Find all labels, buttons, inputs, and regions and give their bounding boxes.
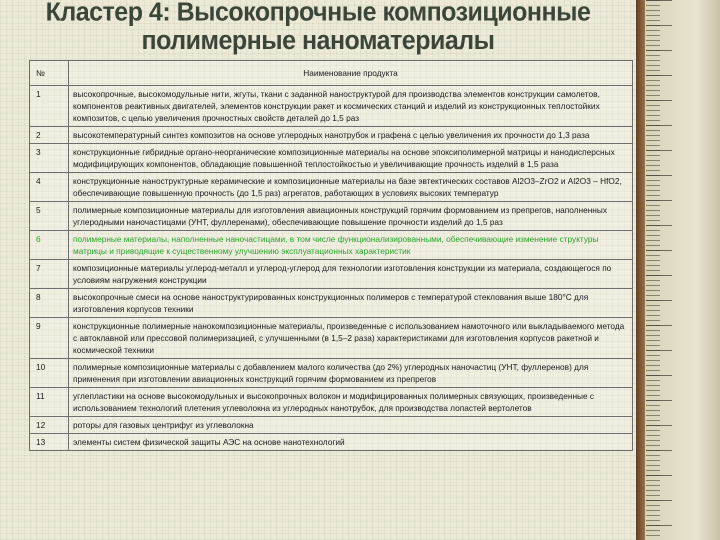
row-number: 7 xyxy=(30,260,69,289)
table-row xyxy=(30,289,633,318)
row-product-text: конструкционные полимерные нанокомпозиционные материалы, произведенные с использованием намоточного или выкладываемого метода с автоклавной или прессовой полимеризацией, с улучшенными (в 1,5–2 раза) характеристиками для изготовления корпусов ракетной и космической техники xyxy=(69,318,633,359)
row-number: 11 xyxy=(30,388,69,417)
row-product-text: полимерные композиционные материалы для изготовления авиационных конструкций горячим формованием из препрегов, наполненных углеродными наночастицами (УНТ, фуллеренами), обеспечивающие повышение прочности изделий до 1,5 раз xyxy=(69,202,633,231)
table-row xyxy=(30,417,633,434)
row-product-text: конструкционные наноструктурные керамические и композиционные материалы на базе эвтектических составов Al2O3–ZrO2 и Al2O3 – HfO2, обеспечивающие повышенную прочность (до 1,5 раз) агрегатов, работающих в условиях высоких температур xyxy=(69,173,633,202)
header-name: Наименование продукта xyxy=(69,61,633,86)
slide-title xyxy=(0,0,636,59)
row-product-text: полимерные материалы, наполненные наночастицами, в том числе функционализированными, обеспечивающие изменение структуры матрицы и приводящие к существенному улучшению эксплуатационных характеристик xyxy=(69,231,633,260)
row-number: 8 xyxy=(30,289,69,318)
header-num: № xyxy=(30,61,69,86)
row-number: 6 xyxy=(30,231,69,260)
row-number: 10 xyxy=(30,359,69,388)
table-row xyxy=(30,202,633,231)
table-row xyxy=(30,318,633,359)
table-row xyxy=(30,127,633,144)
row-product-text: высокопрочные смеси на основе наноструктурированных конструкционных полимеров с температурой стеклования выше 180°С для изготовления корпусов техники xyxy=(69,289,633,318)
ruler-edge xyxy=(636,0,645,540)
row-product-text: композиционные материалы углерод-металл и углерод-углерод для технологии изготовления конструкции из материала, создающегося по условиям нагружения конструкции xyxy=(69,260,633,289)
table-row xyxy=(30,173,633,202)
row-number: 9 xyxy=(30,318,69,359)
products-table xyxy=(29,60,633,451)
row-product-text: углепластики на основе высокомодульных и высокопрочных волокон и модифицированных полимерных связующих, произведенные с использованием технологий плетения углеволокна из углеродных нанотрубок, для производства лопастей вертолетов xyxy=(69,388,633,417)
table-row xyxy=(30,434,633,451)
row-product-text: роторы для газовых центрифуг из углеволокна xyxy=(69,417,633,434)
row-product-text: полимерные композиционные материалы с добавлением малого количества (до 2%) углеродных наночастиц (УНТ, фуллеренов) для применения при изготовлении авиационных конструкций горячим формованием из препрегов xyxy=(69,359,633,388)
table-row xyxy=(30,260,633,289)
row-product-text: высокотемпературный синтез композитов на основе углеродных нанотрубок и графена с целью увеличения их прочности до 1,3 раза xyxy=(69,127,633,144)
row-number: 2 xyxy=(30,127,69,144)
table-row xyxy=(30,144,633,173)
row-number: 1 xyxy=(30,86,69,127)
row-number: 12 xyxy=(30,417,69,434)
table-row xyxy=(30,359,633,388)
row-number: 4 xyxy=(30,173,69,202)
row-number: 3 xyxy=(30,144,69,173)
slide-title-line-2: полимерные наноматериалы xyxy=(141,25,495,56)
table-row xyxy=(30,86,633,127)
slide-title-line-1: Кластер 4: Высокопрочные композиционные xyxy=(45,0,591,27)
table-row xyxy=(30,231,633,260)
ruler-major-ticks xyxy=(646,0,720,540)
row-number: 13 xyxy=(30,434,69,451)
table-header-row xyxy=(30,61,633,86)
row-product-text: конструкционные гибридные органо-неорганические композиционные материалы на основе эпоксиполимерной матрицы и нанодисперсных модифицирующих компонентов, обладающие повышенной теплостойкостью и увеличивающие прочность изделий в 1,5 раза xyxy=(69,144,633,173)
table-row xyxy=(30,388,633,417)
ruler-decoration xyxy=(636,0,720,540)
row-product-text: элементы систем физической защиты АЭС на основе нанотехнологий xyxy=(69,434,633,451)
row-number: 5 xyxy=(30,202,69,231)
row-product-text: высокопрочные, высокомодульные нити, жгуты, ткани с заданной наноструктурой для производства элементов конструкции самолетов, компонентов реактивных двигателей, элементов конструкции ракет и космических станций и изделий из конструкционных теплостойких композитов, с целью увеличения прочностных свойств деталей до 1,5 раз xyxy=(69,86,633,127)
